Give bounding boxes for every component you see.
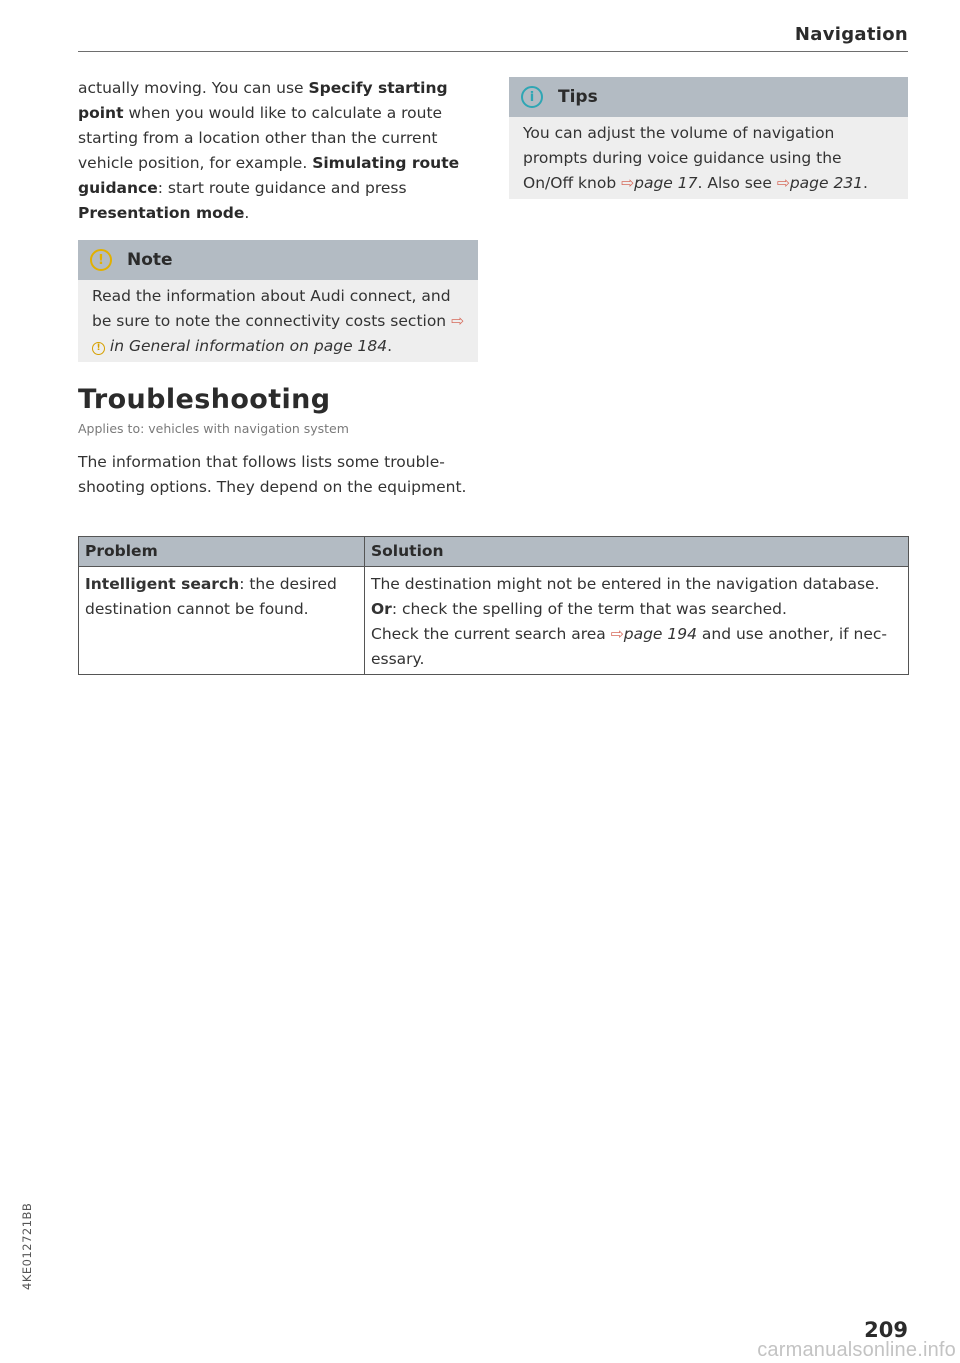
arrow-right-icon: ⇨ — [776, 174, 790, 192]
warning-icon: ! — [90, 249, 112, 271]
applies-to-text: Applies to: vehicles with navigation system — [78, 421, 349, 436]
watermark: carmanualsonline.info — [757, 1339, 956, 1361]
intro-paragraph: actually moving. You can use Specify starting point when you would like to calculate a route starting from a location other than the current vehicle position, for example. Simulating route guidance: start route guidance and press Presentation mode. — [78, 79, 460, 222]
problem-cell: Intelligent search: the desired destination cannot be found. — [79, 567, 365, 675]
table-row — [79, 567, 909, 675]
table-header-row — [79, 537, 909, 567]
solution-cell: The destination might not be entered in the navigation database. Or: check the spelling of the term that was searched. Check the current search area ⇨page 194 and use another, if necessary. — [365, 567, 909, 675]
page-number: 209 — [864, 1318, 908, 1342]
tips-body: You can adjust the volume of navigation prompts during voice guidance using the On/Off knob ⇨page 17. Also see ⇨page 231. — [523, 124, 868, 192]
tips-page-reference-1[interactable]: page 17 — [634, 174, 698, 192]
presentation-mode-term: Presentation mode — [78, 204, 245, 222]
note-box — [78, 240, 478, 362]
tips-title: Tips — [558, 87, 598, 107]
solution-page-reference[interactable]: page 194 — [623, 625, 697, 643]
header-section-title: Navigation — [794, 24, 908, 45]
troubleshooting-heading: Troubleshooting — [78, 384, 331, 415]
column-header-problem: Problem — [79, 537, 365, 567]
tips-header — [509, 77, 908, 117]
arrow-right-icon: ⇨ — [621, 174, 635, 192]
note-header — [78, 240, 478, 280]
arrow-right-icon: ⇨ — [610, 625, 624, 643]
right-column — [509, 77, 908, 199]
simulating-route-guidance-term: Simulating route guidance — [78, 154, 460, 197]
arrow-right-icon: ⇨ — [451, 312, 465, 330]
header-divider — [78, 51, 908, 52]
tips-page-reference-2[interactable]: page 231 — [789, 174, 864, 192]
column-header-solution: Solution — [365, 537, 909, 567]
specify-starting-point-term: Specify starting point — [78, 79, 448, 122]
troubleshooting-table — [78, 536, 909, 675]
info-icon: i — [521, 86, 543, 108]
note-title: Note — [127, 250, 173, 270]
note-page-reference[interactable]: in General information on page 184 — [105, 337, 388, 355]
warning-small-icon: ! — [92, 342, 105, 355]
document-code: 4KE012721BB — [20, 1202, 34, 1290]
left-column — [78, 76, 478, 500]
note-body: Read the information about Audi connect, and be sure to note the connectivity costs section ⇨! in General information on page 184. — [92, 287, 465, 355]
tips-box — [509, 77, 908, 199]
troubleshooting-intro: The information that follows lists some troubleshooting options. They depend on the equipment. — [78, 453, 467, 496]
